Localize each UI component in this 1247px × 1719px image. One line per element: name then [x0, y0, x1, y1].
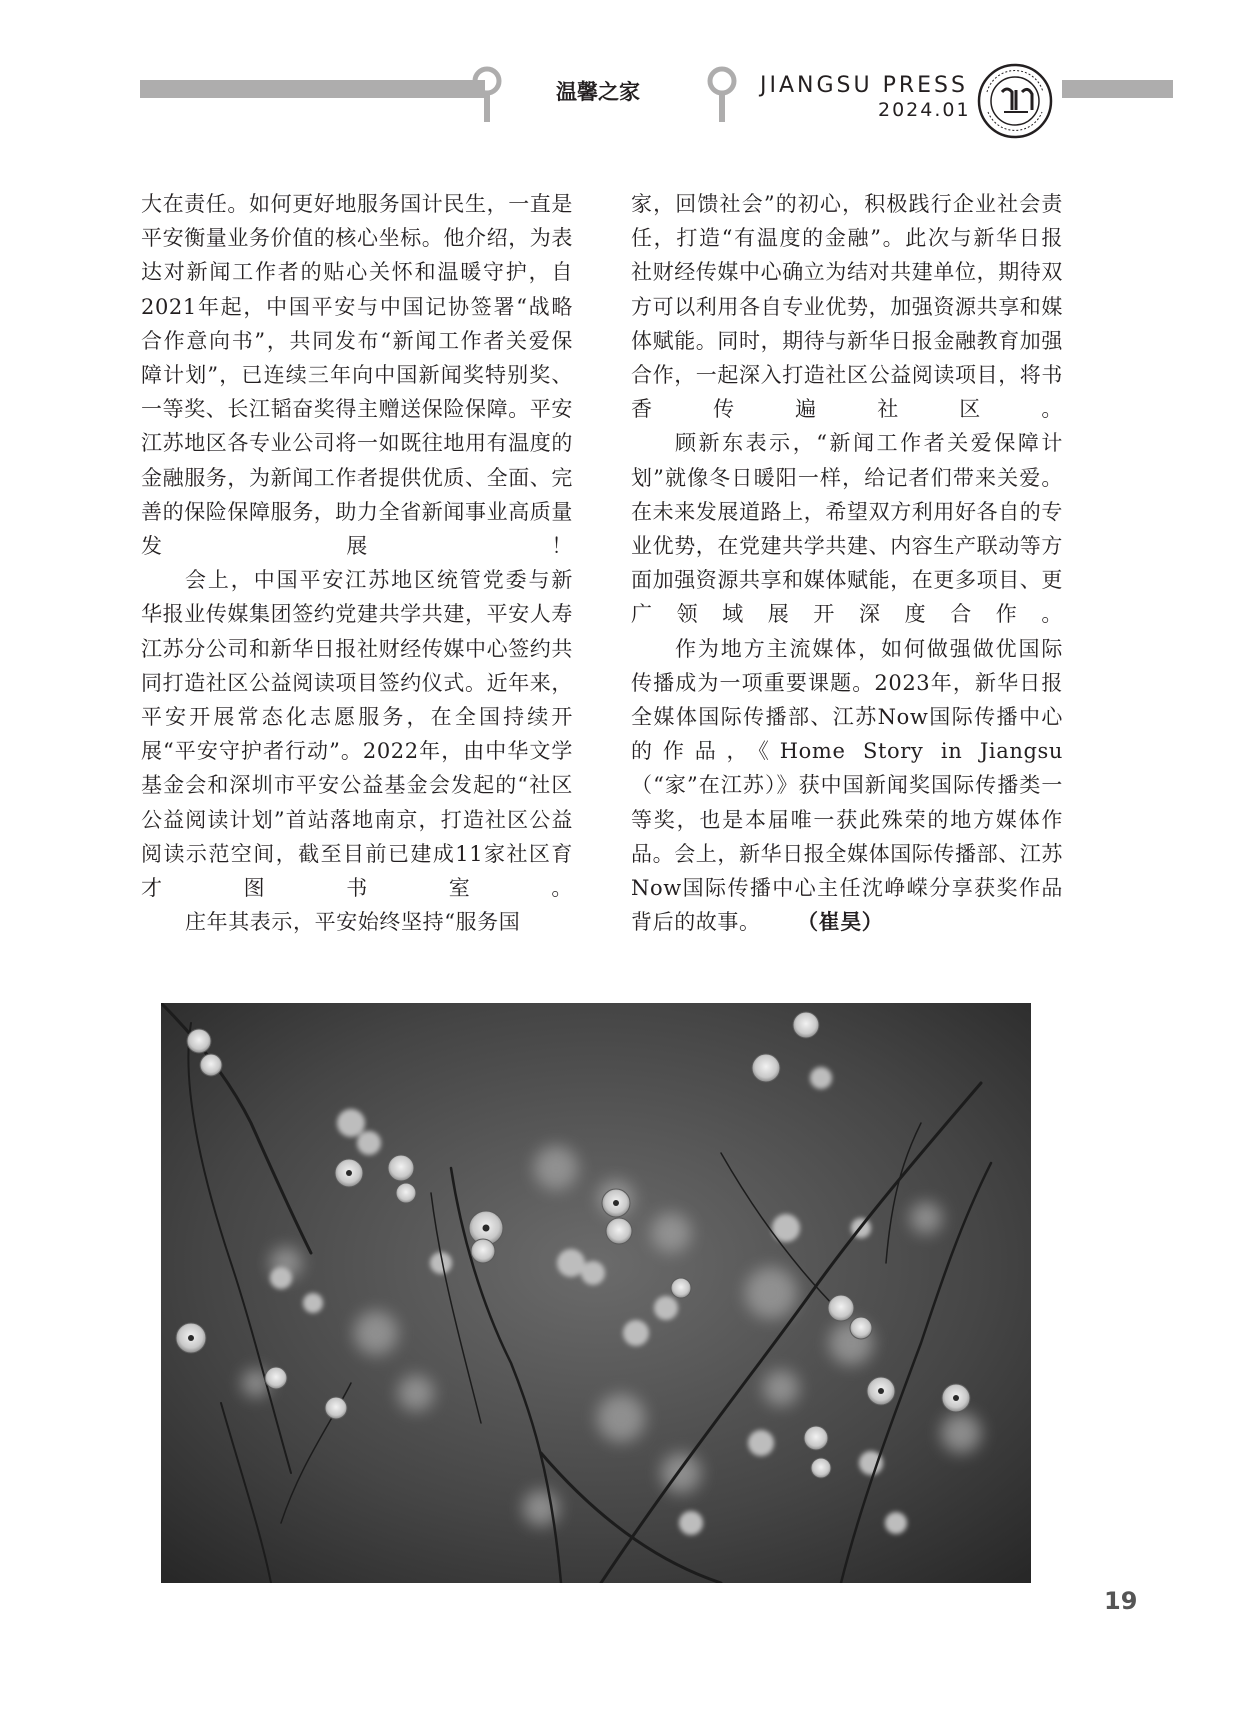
header-rule-left [140, 80, 485, 98]
plum-blossom-image [161, 1003, 1031, 1583]
article-paragraph [631, 632, 1063, 940]
article-paragraph: 大在责任。如何更好地服务国计民生，一直是平安衡量业务价值的核心坐标。他介绍，为表达对新闻工作者的贴心关怀和温暖守护，自2021年起，中国平安与中国记协签署“战略合作意向书”，共同发布“新闻工作者关爱保障计划”，已连续三年向中国新闻奖特别奖、一等奖、长江韬奋奖得主赠送保险保障。平安江苏地区各专业公司将一如既往地用有温度的金融服务，为新闻工作者提供优质、全面、完善的保险保障服务，助力全省新闻事业高质量发展！ [141, 192, 573, 559]
page-number: 19 [1104, 1587, 1138, 1615]
magazine-brand: JIANGSU PRESS [760, 73, 968, 98]
pin-icon [705, 66, 739, 122]
article-column-left [141, 187, 573, 939]
plum-blossom-photo [161, 1003, 1031, 1583]
pin-icon [470, 66, 504, 122]
byline: （崔昊） [797, 910, 884, 935]
article-paragraph: 会上，中国平安江苏地区统管党委与新华报业传媒集团签约党建共学共建，平安人寿江苏分公司和新华日报社财经传媒中心签约共同打造社区公益阅读项目签约仪式。近年来，平安开展常态化志愿服务，在全国持续开展“平安守护者行动”。2022年，由中华文学基金会和深圳市平安公益基金会发起的“社区公益阅读计划”首站落地南京，打造社区公益阅读示范空间，截至目前已建成11家社区育才图书室。 [141, 568, 573, 901]
article-column-right [631, 187, 1063, 939]
article-paragraph-text: 作为地方主流媒体，如何做强做优国际传播成为一项重要课题。2023年，新华日报全媒体国际传播部、江苏Now国际传播中心的作品，《Home Story in Jiangsu（“家”在江苏）》获中国新闻奖国际传播类一等奖，也是本届唯一获此殊荣的地方媒体作品。会上，新华日报全媒体国际传播部、江苏Now国际传播中心主任沈峥嵘分享获奖作品背后的故事。 [631, 636, 1063, 935]
article-paragraph: 顾新东表示，“新闻工作者关爱保障计划”就像冬日暖阳一样，给记者们带来关爱。在未来发展道路上，希望双方利用好各自的专业优势，在党建共学共建、内容生产联动等方面加强资源共享和媒体赋能，在更多项目、更广领域展开深度合作。 [631, 431, 1063, 627]
issue-number: 2024.01 [878, 99, 971, 121]
article-paragraph: 庄年其表示，平安始终坚持“服务国 [185, 910, 521, 935]
header-rule-right [1062, 80, 1173, 98]
association-seal-icon [976, 62, 1054, 140]
section-title: 温馨之家 [556, 80, 640, 104]
article-paragraph: 家，回馈社会”的初心，积极践行企业社会责任，打造“有温度的金融”。此次与新华日报社财经传媒中心确立为结对共建单位，期待双方可以利用各自专业优势，加强资源共享和媒体赋能。同时，期待与新华日报金融教育加强合作，一起深入打造社区公益阅读项目，将书香传遍社区。 [631, 192, 1063, 422]
